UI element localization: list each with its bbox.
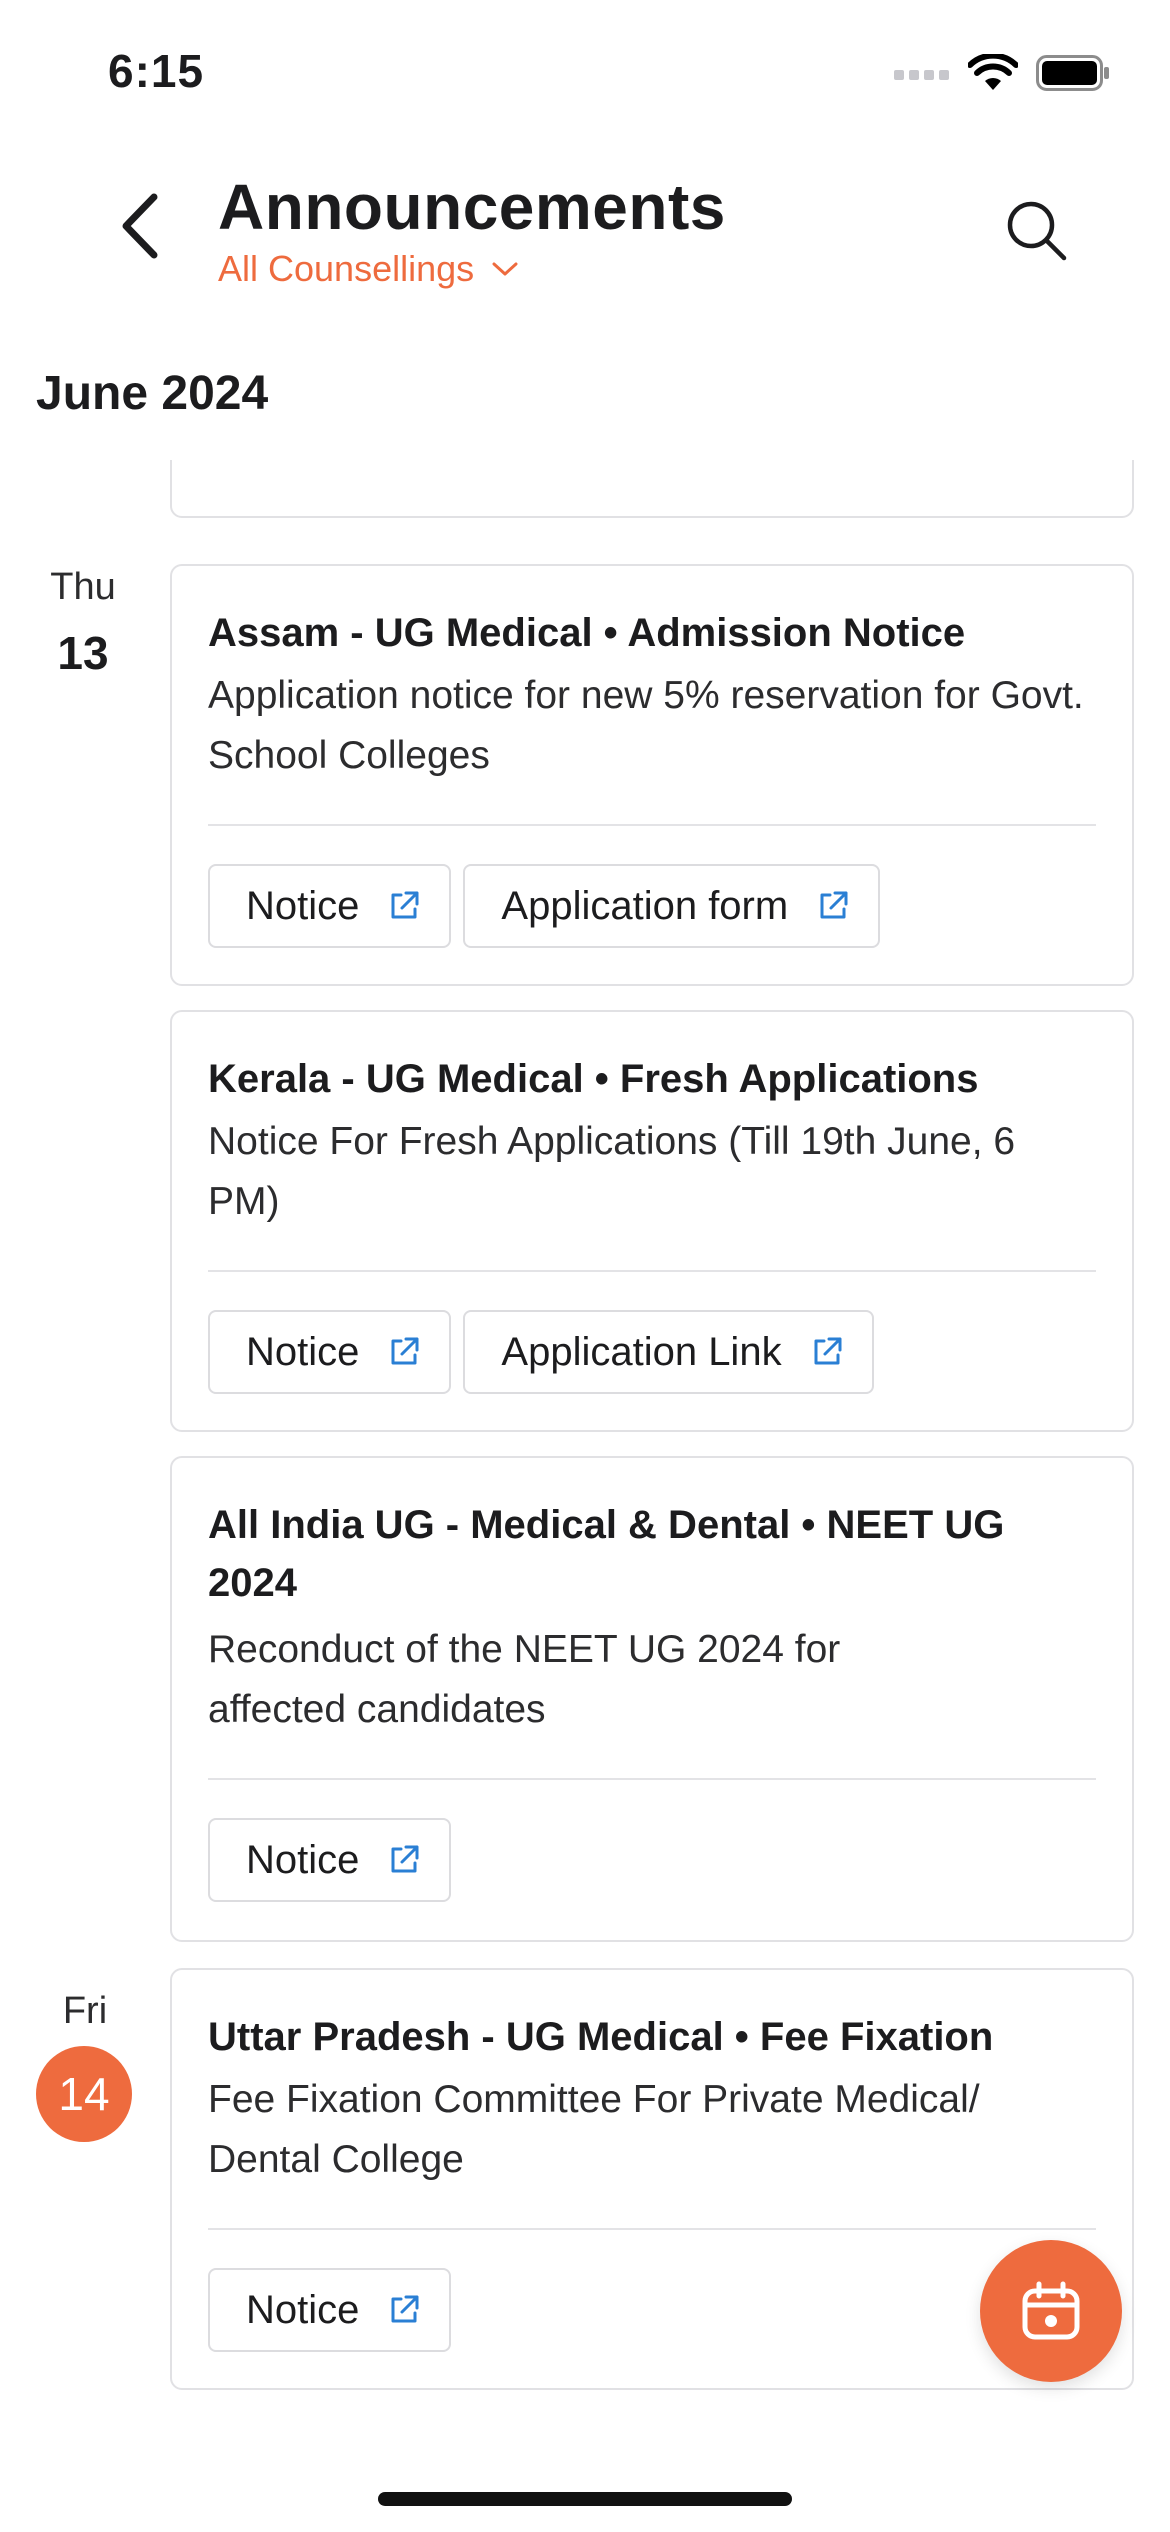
counselling-filter-label: All Counsellings [218, 248, 475, 289]
status-time: 6:15 [108, 45, 205, 97]
announcement-description: Reconduct of the NEET UG 2024 for affected candidates [208, 1628, 841, 1731]
external-link-icon [810, 1335, 844, 1369]
link-label: Notice [246, 1329, 360, 1374]
search-button[interactable] [996, 190, 1076, 270]
wifi-icon [968, 54, 1018, 92]
divider [208, 2228, 1096, 2230]
chevron-left-icon [118, 193, 162, 259]
day-weekday: Thu [50, 566, 116, 608]
header [0, 140, 1170, 340]
announcement-title: Kerala - UG Medical • Fresh Applications [208, 1057, 979, 1101]
announcement-card[interactable] [170, 1010, 1134, 1432]
external-link-icon [387, 1843, 421, 1877]
announcement-feed[interactable] [0, 460, 1170, 2450]
counselling-filter-dropdown[interactable] [218, 248, 518, 290]
status-bar [0, 0, 1170, 140]
notice-link-button[interactable] [208, 1310, 451, 1394]
calendar-fab-button[interactable] [980, 2240, 1122, 2382]
divider [208, 1270, 1096, 1272]
link-label: Application Link [501, 1329, 782, 1374]
announcement-card-partial [170, 460, 1134, 518]
external-link-icon [816, 889, 850, 923]
announcement-description: Fee Fixation Committee For Private Medical/ Dental College [208, 2078, 980, 2181]
application-link-button[interactable] [463, 1310, 873, 1394]
calendar-icon [1019, 2279, 1083, 2343]
cellular-signal-icon [894, 66, 950, 80]
notice-link-button[interactable] [208, 2268, 451, 2352]
announcement-card[interactable] [170, 564, 1134, 986]
external-link-icon [387, 889, 421, 923]
link-label: Notice [246, 1837, 360, 1882]
chevron-down-icon [492, 261, 518, 277]
external-link-icon [387, 2293, 421, 2327]
external-link-icon [387, 1335, 421, 1369]
announcement-links [208, 1310, 874, 1394]
announcement-links [208, 1818, 451, 1902]
announcement-title: Uttar Pradesh - UG Medical • Fee Fixation [208, 2015, 994, 2059]
status-icons [894, 54, 1110, 92]
announcement-title: All India UG - Medical & Dental • NEET UG 2024 [208, 1503, 1005, 1605]
announcement-title: Assam - UG Medical • Admission Notice [208, 611, 966, 655]
announcement-description: Notice For Fresh Applications (Till 19th June, 6 PM) [208, 1120, 1016, 1223]
link-label: Notice [246, 2287, 360, 2332]
day-weekday: Fri [62, 1990, 108, 2032]
application-form-link-button[interactable] [463, 864, 880, 948]
home-indicator [378, 2492, 792, 2506]
announcement-description: Application notice for new 5% reservation for Govt. School Colleges [208, 674, 1084, 777]
day-number: 13 [57, 627, 109, 679]
month-label: June 2024 [36, 367, 269, 420]
back-button[interactable] [100, 186, 180, 266]
page-title: Announcements [218, 171, 726, 243]
divider [208, 824, 1096, 826]
notice-link-button[interactable] [208, 864, 451, 948]
divider [208, 1778, 1096, 1780]
link-label: Notice [246, 883, 360, 928]
link-label: Application form [501, 883, 789, 928]
day-number-today: 14 [36, 2046, 132, 2142]
announcement-links [208, 2268, 451, 2352]
announcement-card[interactable] [170, 1456, 1134, 1942]
search-icon [1004, 198, 1068, 262]
notice-link-button[interactable] [208, 1818, 451, 1902]
battery-icon [1036, 55, 1110, 91]
announcement-links [208, 864, 880, 948]
